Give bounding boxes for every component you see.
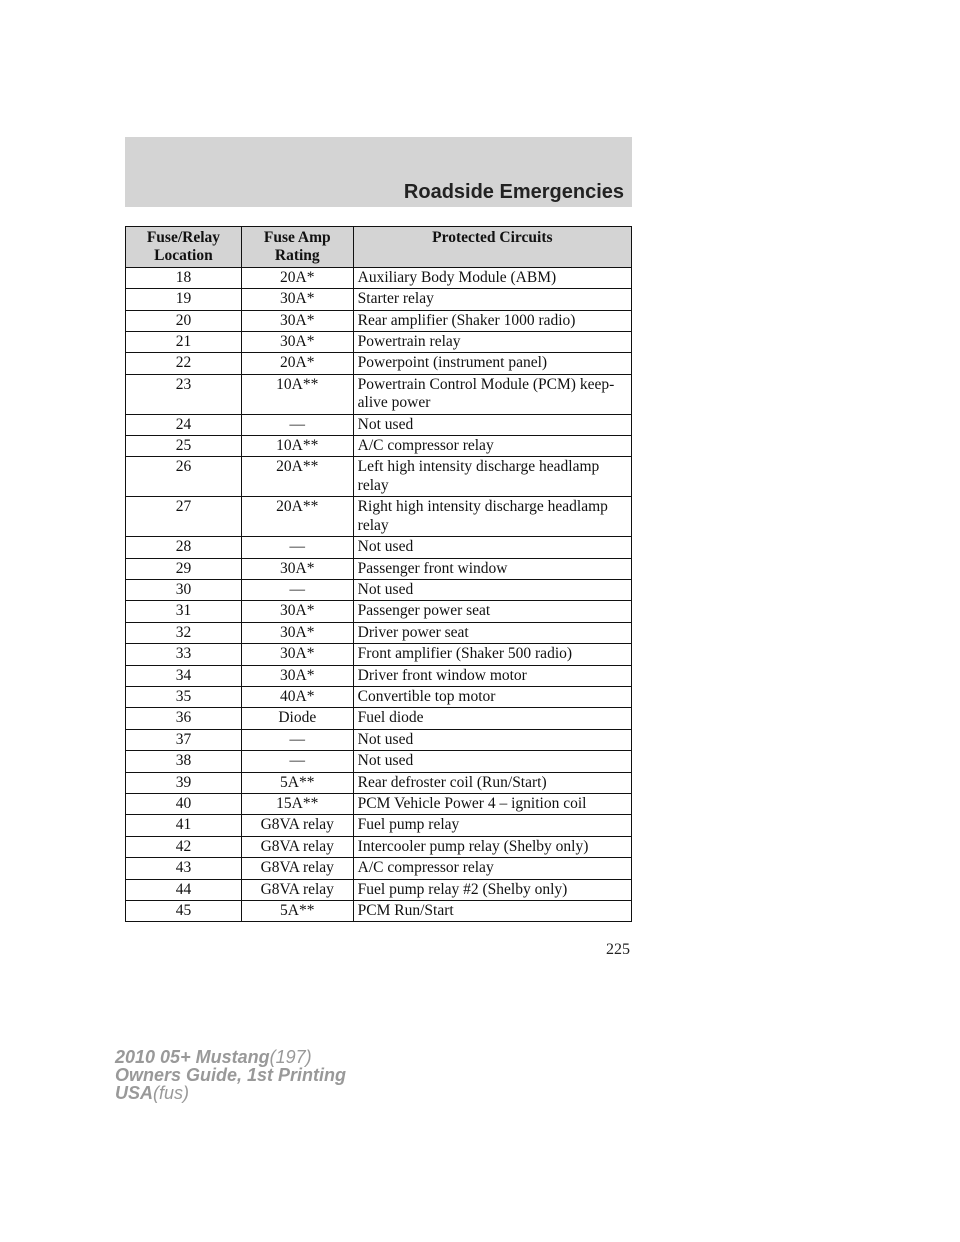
cell-protected-circuit: Not used [353,751,631,772]
cell-amp-rating: — [241,579,353,600]
table-row [126,708,632,729]
table-row [126,414,632,435]
table-row [126,436,632,457]
table-row [126,497,632,537]
table-row [126,729,632,750]
fuse-table [125,226,632,922]
cell-protected-circuit: PCM Run/Start [353,901,631,922]
table-header-row [126,227,632,268]
cell-protected-circuit: Driver power seat [353,622,631,643]
footer-market-code: (fus) [153,1083,190,1103]
column-header-location: Fuse/Relay Location [126,227,242,268]
fuse-table-body [126,267,632,922]
cell-location: 37 [126,729,242,750]
cell-location: 30 [126,579,242,600]
cell-amp-rating: G8VA relay [241,879,353,900]
cell-amp-rating: 20A** [241,457,353,497]
table-row [126,686,632,707]
cell-amp-rating: 20A* [241,353,353,374]
footer-market: USA [115,1083,154,1103]
cell-amp-rating: 30A* [241,289,353,310]
cell-location: 31 [126,601,242,622]
footer-model-code: (197) [269,1047,312,1067]
cell-location: 24 [126,414,242,435]
cell-protected-circuit: Not used [353,579,631,600]
table-row [126,601,632,622]
cell-amp-rating: 30A* [241,332,353,353]
cell-protected-circuit: Not used [353,537,631,558]
cell-amp-rating: 30A* [241,622,353,643]
column-header-amp-rating: Fuse Amp Rating [241,227,353,268]
cell-protected-circuit: Powerpoint (instrument panel) [353,353,631,374]
table-row [126,879,632,900]
cell-protected-circuit: Fuel diode [353,708,631,729]
cell-protected-circuit: Auxiliary Body Module (ABM) [353,267,631,288]
cell-location: 41 [126,815,242,836]
cell-protected-circuit: A/C compressor relay [353,436,631,457]
cell-amp-rating: G8VA relay [241,836,353,857]
cell-location: 38 [126,751,242,772]
cell-location: 26 [126,457,242,497]
cell-location: 27 [126,497,242,537]
cell-amp-rating: 10A** [241,436,353,457]
footer-line-1 [115,1048,346,1066]
table-row [126,267,632,288]
cell-location: 35 [126,686,242,707]
table-row [126,457,632,497]
table-row [126,622,632,643]
cell-protected-circuit: Convertible top motor [353,686,631,707]
footer-line-3 [115,1084,346,1102]
cell-protected-circuit: Front amplifier (Shaker 500 radio) [353,644,631,665]
cell-amp-rating: Diode [241,708,353,729]
cell-protected-circuit: Intercooler pump relay (Shelby only) [353,836,631,857]
cell-location: 25 [126,436,242,457]
page-number: 225 [606,941,630,958]
cell-location: 45 [126,901,242,922]
cell-protected-circuit: Fuel pump relay #2 (Shelby only) [353,879,631,900]
cell-protected-circuit: Starter relay [353,289,631,310]
table-row [126,289,632,310]
cell-amp-rating: G8VA relay [241,815,353,836]
footer [115,1048,346,1102]
cell-location: 44 [126,879,242,900]
table-row [126,537,632,558]
table-row [126,374,632,414]
cell-protected-circuit: A/C compressor relay [353,858,631,879]
table-row [126,858,632,879]
table-row [126,815,632,836]
table-row [126,644,632,665]
table-row [126,558,632,579]
cell-location: 36 [126,708,242,729]
cell-location: 29 [126,558,242,579]
table-row [126,772,632,793]
cell-protected-circuit: Fuel pump relay [353,815,631,836]
cell-amp-rating: 5A** [241,772,353,793]
table-row [126,793,632,814]
cell-location: 42 [126,836,242,857]
cell-amp-rating: 40A* [241,686,353,707]
cell-protected-circuit: PCM Vehicle Power 4 – ignition coil [353,793,631,814]
cell-amp-rating: — [241,729,353,750]
cell-protected-circuit: Not used [353,729,631,750]
cell-amp-rating: 30A* [241,601,353,622]
table-row [126,579,632,600]
column-header-protected-circuits: Protected Circuits [353,227,631,268]
cell-protected-circuit: Rear defroster coil (Run/Start) [353,772,631,793]
cell-location: 28 [126,537,242,558]
cell-amp-rating: 20A* [241,267,353,288]
cell-amp-rating: 30A* [241,310,353,331]
cell-protected-circuit: Powertrain Control Module (PCM) keep-alive power [353,374,631,414]
cell-location: 39 [126,772,242,793]
table-row [126,665,632,686]
cell-amp-rating: 30A* [241,665,353,686]
table-row [126,353,632,374]
footer-line-2: Owners Guide, 1st Printing [115,1065,347,1085]
cell-protected-circuit: Powertrain relay [353,332,631,353]
cell-location: 34 [126,665,242,686]
section-header-band [125,137,632,207]
cell-protected-circuit: Passenger front window [353,558,631,579]
cell-amp-rating: 15A** [241,793,353,814]
table-row [126,751,632,772]
cell-amp-rating: 20A** [241,497,353,537]
cell-protected-circuit: Rear amplifier (Shaker 1000 radio) [353,310,631,331]
table-row [126,836,632,857]
cell-location: 22 [126,353,242,374]
cell-amp-rating: 30A* [241,558,353,579]
cell-location: 18 [126,267,242,288]
cell-location: 19 [126,289,242,310]
cell-location: 21 [126,332,242,353]
cell-protected-circuit: Driver front window motor [353,665,631,686]
cell-amp-rating: G8VA relay [241,858,353,879]
table-row [126,310,632,331]
cell-protected-circuit: Left high intensity discharge headlamp relay [353,457,631,497]
cell-protected-circuit: Passenger power seat [353,601,631,622]
cell-protected-circuit: Not used [353,414,631,435]
cell-location: 40 [126,793,242,814]
cell-location: 33 [126,644,242,665]
footer-model: 2010 05+ Mustang [115,1047,270,1067]
cell-protected-circuit: Right high intensity discharge headlamp relay [353,497,631,537]
table-row [126,901,632,922]
cell-amp-rating: — [241,537,353,558]
section-title: Roadside Emergencies [403,181,624,203]
cell-location: 20 [126,310,242,331]
cell-location: 43 [126,858,242,879]
cell-amp-rating: 30A* [241,644,353,665]
cell-amp-rating: 10A** [241,374,353,414]
cell-location: 23 [126,374,242,414]
table-row [126,332,632,353]
cell-location: 32 [126,622,242,643]
cell-amp-rating: — [241,751,353,772]
cell-amp-rating: — [241,414,353,435]
cell-amp-rating: 5A** [241,901,353,922]
